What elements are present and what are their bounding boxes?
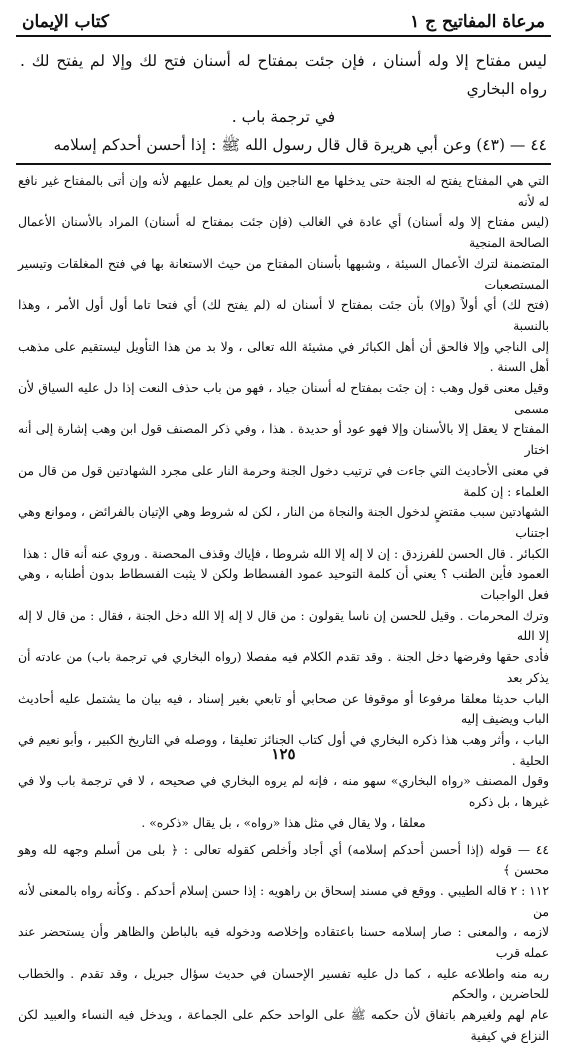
commentary-line: الشهادتين سبب مقتضٍ لدخول الجنة والنجاة من النار ، لكن له شروط وهي الإتيان بالفرائض ، وموانع وهي اجتناب [18,505,549,540]
commentary-line: في معنى الأحاديث التي جاءت في ترتيب دخول الجنة وحرمة النار على مجرد الشهادتين قول من قال من العلماء : إن كلمة [18,463,549,499]
commentary-line: الكبائر . قال الحسن للفرزدق : إن لا إله إلا الله شروطا ، فإياك وقذف المحصنة . وروي عنه أنه قال : هذا [22,546,549,561]
commentary-line: الباب ، وأثر وهب هذا ذكره البخاري في أول كتاب الجنائز تعليقا ، ووصله في التاريخ الكبير ، وأبو نعيم في الحلية . [18,732,549,768]
commentary-line: لازمه ، والمعنى : صار إسلامه حسنا باعتقاده وإخلاصه ودخوله فيه بالباطن والظاهر وأن يستحضر عند عمله قرب [18,925,549,961]
commentary-line: فأدى حقها وفرضها دخل الجنة . وقد تقدم الكلام فيه مفصلا (رواه البخاري في ترجمة باب) من عادته أن يذكر بعد [18,650,549,685]
header-chapter-title: كتاب الإيمان [22,12,109,32]
header-volume-title: مرعاة المفاتيح ج ١ [410,12,545,32]
hadith-line: ليس مفتاح إلا وله أسنان ، فإن جئت بمفتاح له أسنان فتح لك وإلا لم يفتح لك . رواه البخاري [20,52,547,98]
page-number: ١٢٥ [271,745,296,763]
commentary-line: ربه منه واطلاعه عليه ، كما دل عليه تفسير الإحسان في حديث سؤال جبريل ، وقد تقدم . والخطاب للحاضرين ، والحكم [18,966,549,1002]
commentary-part-2 [18,840,549,1047]
commentary-line: ١١٢ : ٢ قاله الطيبي . ووقع في مسند إسحاق بن راهويه : إذا حسن إسلام أحدكم . وكأنه رواه بالمعنى لأنه من [18,883,549,919]
commentary-line: ٤٤ — قوله (إذا أحسن أحدكم إسلامه) أي أجاد وأخلص كقوله تعالى : ﴿ بلى من أسلم وجهه لله وهو محسن ﴾ [18,842,549,878]
commentary-line: الباب حديثا معلقا مرفوعا أو موقوفا عن صحابي أو تابعي بغير إسناد ، فيه بيان ما يشتمل عليه أحاديث الباب ويضيف إليه [18,691,549,727]
commentary-line: المفتاح لا يعقل إلا بالأسنان وإلا فهو عود أو حديدة . هذا ، وفي ذكر المصنف قول ابن وهب إشارة إلى أنه اختار [18,422,549,458]
hadith-line: ٤٤ — (٤٣) وعن أبي هريرة قال قال رسول الله ﷺ : إذا أحسن أحدكم إسلامه [53,136,547,154]
commentary-line: وقيل معنى قول وهب : إن جئت بمفتاح له أسنان جياد ، فهو من باب حذف النعت إذا دل عليه السياق لأن مسمى [18,381,549,416]
hadith-text [16,37,551,155]
commentary-line: إلى الناجي وإلا فالحق أن أهل الكبائر في مشيئة الله تعالى ، ولا بد من هذا التأويل ليستقيم على مذهب أهل السنة . [18,339,549,375]
commentary-line: عام لهم ولغيرهم باتفاق لأن حكمه ﷺ على الواحد حكم على الجماعة ، ويدخل فيه النساء والعبيد لكن النزاع في كيفية [18,1008,549,1043]
commentary-line: العمود فأين الطنب ؟ يعني أن كلمة التوحيد عمود الفسطاط ولكن لا يثبت الفسطاط بدون أطنابه ، وهي فعل الواجبات [18,567,549,603]
section-divider [16,163,551,165]
commentary-line: (ليس مفتاح إلا وله أسنان) أي عادة في الغالب (فإن جئت بمفتاح له أسنان) المراد بالأسنان الأعمال الصالحة المنجية [18,215,549,251]
commentary-line: معلقا ، ولا يقال في مثل هذا «رواه» ، بل يقال «ذكره» . [141,815,426,830]
running-header [16,6,551,32]
commentary-line: (فتح لك) أي أولاً (وإلا) بأن جئت بمفتاح لا أسنان له (لم يفتح لك) أي فتحا تاما أول أول الأمر ، وهذا بالنسبة [18,298,549,333]
commentary-part-1 [18,171,549,834]
commentary-line: المتضمنة لترك الأعمال السيئة ، وشبهها بأسنان المفتاح من حيث الاستعانة بها في فتح المغلقات وتيسير المستصعبات [18,256,549,292]
hadith-line: في ترجمة باب . [231,108,336,126]
commentary-line: وقول المصنف «رواه البخاري» سهو منه ، فإنه لم يروه البخاري في صحيحه ، لا في ترجمة باب ولا في غيرها ، بل ذكره [18,774,549,810]
commentary-line: وترك المحرمات . وقيل للحسن إن ناسا يقولون : من قال لا إله إلا الله دخل الجنة ، فقال : من قال لا إله إلا الله [18,608,549,644]
commentary-line: التي هي المفتاح يفتح له الجنة حتى يدخلها مع الناجين وإن لم يعمل عليهم لأنه وإن أتى بالمفتاح غير نافع له لأنه [18,174,549,209]
